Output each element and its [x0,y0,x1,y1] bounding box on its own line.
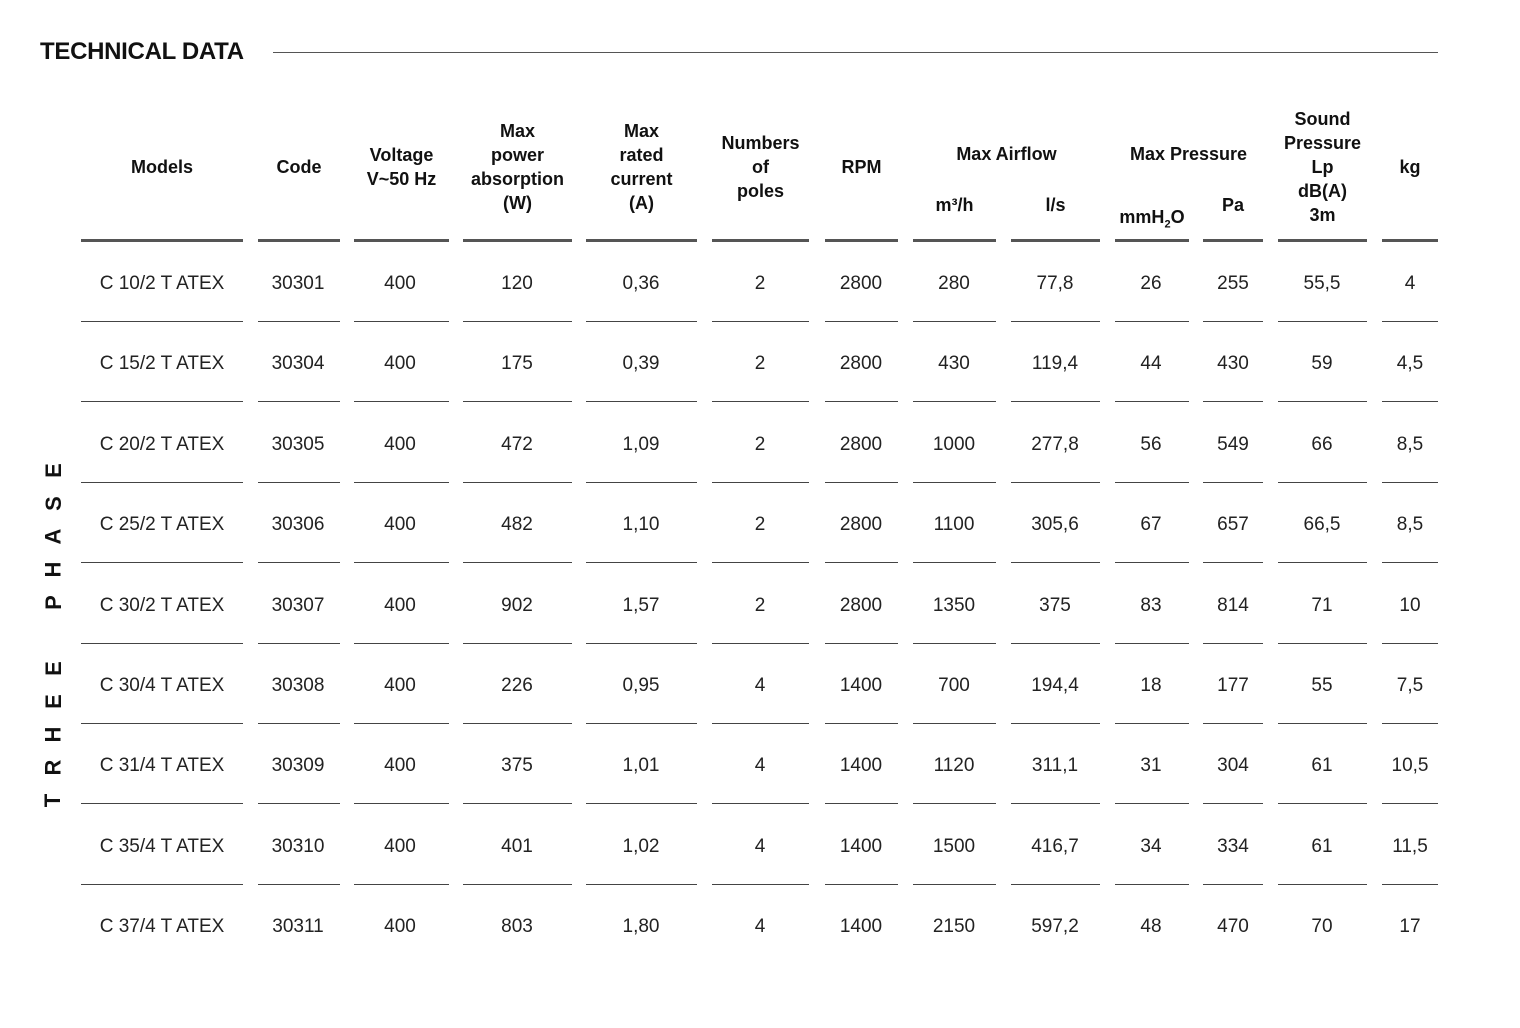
header-sound-line3: Lp [1311,157,1334,177]
cell-current: 1,09 [622,433,660,455]
row-rule [463,321,572,322]
cell-airflow-m3h: 280 [938,273,970,294]
cell-power: 120 [501,273,533,294]
cell-voltage: 400 [384,835,416,857]
row-rule [463,562,572,563]
cell-model: C 30/4 T ATEX [99,675,225,696]
cell-pressure-mmh2o: 48 [1140,916,1162,938]
cell-pressure-mmh2o: 31 [1140,755,1162,777]
cell-sound: 55 [1311,675,1333,696]
header-power [463,119,572,215]
cell-code: 30310 [271,835,325,857]
cell-poles: 2 [754,273,766,294]
row-rule [586,321,697,322]
header-sound-line1: Sound [1294,109,1351,129]
cell-code: 30305 [271,433,325,455]
cell-pressure-mmh2o: 56 [1140,433,1162,455]
row-rule [463,643,572,644]
cell-airflow-ls: 597,2 [1031,916,1079,938]
cell-pressure-pa: 177 [1217,675,1249,696]
header-rule [1115,239,1189,242]
row-rule [1278,884,1367,885]
cell-code: 30306 [271,514,325,536]
row-rule [81,803,243,804]
cell-kg: 7,5 [1396,675,1424,696]
cell-airflow-ls: 77,8 [1036,273,1074,294]
row-rule [1203,562,1263,563]
cell-rpm: 2800 [839,514,883,536]
row-rule [258,562,340,563]
header-poles-line1: Numbers [721,133,800,153]
side-label-letter: H [40,726,66,743]
cell-voltage: 400 [384,755,416,777]
cell-kg: 4,5 [1396,353,1424,375]
row-rule [1203,321,1263,322]
row-rule [1203,884,1263,885]
cell-pressure-pa: 657 [1217,514,1249,536]
row-rule [712,562,809,563]
row-rule [1011,884,1100,885]
row-rule [586,723,697,724]
cell-rpm: 2800 [839,433,883,455]
row-rule [463,884,572,885]
row-rule [258,321,340,322]
header-power-line1: Max [499,121,535,141]
cell-power: 175 [501,353,533,375]
cell-poles: 4 [754,755,766,777]
header-poles-line3: poles [736,181,784,201]
cell-pressure-mmh2o: 18 [1140,675,1162,696]
cell-kg: 4 [1404,273,1416,294]
header-current-line2: rated [619,145,664,165]
row-rule [258,401,340,402]
cell-voltage: 400 [384,675,416,696]
row-rule [825,643,898,644]
cell-poles: 4 [754,916,766,938]
row-rule [1011,562,1100,563]
row-rule [1115,723,1189,724]
row-rule [463,803,572,804]
header-models: Models [130,157,193,177]
cell-voltage: 400 [384,433,416,455]
cell-model: C 25/2 T ATEX [99,514,225,536]
cell-voltage: 400 [384,514,416,536]
cell-power: 226 [501,675,533,696]
row-rule [1382,482,1438,483]
side-label-letter: P [40,595,66,610]
cell-model: C 10/2 T ATEX [99,273,225,294]
side-label-letter: A [40,528,66,545]
row-rule [1278,562,1367,563]
side-label-three-phase [36,454,70,817]
cell-pressure-mmh2o: 34 [1140,835,1162,857]
cell-airflow-ls: 119,4 [1031,353,1079,375]
cell-power: 472 [501,433,533,455]
cell-airflow-m3h: 1120 [933,755,975,777]
cell-kg: 17 [1399,916,1421,938]
header-rule [712,239,809,242]
header-kg: kg [1399,157,1421,177]
row-rule [1382,401,1438,402]
header-rule [825,239,898,242]
cell-airflow-m3h: 700 [938,675,970,696]
row-rule [354,321,449,322]
cell-sound: 55,5 [1303,273,1341,294]
row-rule [1203,723,1263,724]
cell-poles: 4 [754,835,766,857]
cell-pressure-pa: 470 [1217,916,1249,938]
side-label-letter: S [40,496,66,511]
row-rule [913,643,996,644]
cell-kg: 10,5 [1391,755,1429,777]
header-current-line1: Max [623,121,659,141]
cell-current: 1,10 [622,514,660,536]
cell-sound: 66 [1311,433,1333,455]
header-sound [1278,107,1367,227]
row-rule [1382,643,1438,644]
row-rule [825,803,898,804]
cell-current: 1,80 [622,916,660,938]
cell-poles: 4 [754,675,766,696]
cell-sound: 61 [1311,835,1333,857]
mmh2o-prefix: mmH [1119,207,1165,227]
header-airflow-ls: l/s [1045,195,1066,215]
row-rule [1382,803,1438,804]
row-rule [354,562,449,563]
header-current-line4: (A) [629,193,654,213]
cell-model: C 15/2 T ATEX [99,353,225,375]
row-rule [1382,884,1438,885]
header-rpm: RPM [841,157,882,177]
row-rule [712,482,809,483]
row-rule [354,482,449,483]
header-pressure-group: Max Pressure [1129,144,1248,164]
header-current-line3: current [610,169,673,189]
header-rule [586,239,697,242]
row-rule [1203,803,1263,804]
row-rule [1011,723,1100,724]
cell-current: 1,57 [622,594,660,616]
cell-airflow-m3h: 1100 [933,514,975,536]
row-rule [354,803,449,804]
title-rule [273,52,1438,53]
cell-airflow-m3h: 1500 [932,835,976,857]
cell-rpm: 2800 [839,353,883,375]
side-label-letter: E [40,694,66,709]
side-label-letter: E [40,661,66,676]
cell-sound: 71 [1311,594,1333,616]
header-voltage [354,143,449,191]
row-rule [81,401,243,402]
row-rule [1011,321,1100,322]
row-rule [81,723,243,724]
cell-code: 30301 [271,273,325,294]
side-label-letter: R [40,759,66,776]
cell-rpm: 1400 [839,835,883,857]
row-rule [1203,401,1263,402]
cell-sound: 61 [1311,755,1333,777]
row-rule [81,884,243,885]
header-rule [258,239,340,242]
row-rule [913,321,996,322]
cell-current: 1,01 [622,755,660,777]
header-power-line2: power [490,145,544,165]
cell-power: 902 [501,594,533,616]
row-rule [586,562,697,563]
row-rule [586,884,697,885]
row-rule [825,884,898,885]
header-pressure-pa: Pa [1221,195,1245,215]
cell-voltage: 400 [384,916,416,938]
cell-pressure-pa: 549 [1217,433,1249,455]
cell-current: 0,39 [622,353,660,375]
cell-poles: 2 [754,433,766,455]
header-sound-line5: 3m [1309,205,1336,225]
cell-pressure-pa: 255 [1217,273,1249,294]
cell-code: 30308 [271,675,325,696]
cell-pressure-mmh2o: 44 [1140,353,1162,375]
cell-power: 803 [501,916,533,938]
row-rule [1115,643,1189,644]
row-rule [354,401,449,402]
cell-airflow-m3h: 1000 [932,433,976,455]
row-rule [586,482,697,483]
header-power-line4: (W) [503,193,532,213]
cell-model: C 37/4 T ATEX [99,916,225,938]
row-rule [1278,643,1367,644]
header-rule [354,239,449,242]
cell-voltage: 400 [384,594,416,616]
cell-airflow-m3h: 1350 [932,594,976,616]
row-rule [258,884,340,885]
cell-current: 1,02 [622,835,660,857]
mmh2o-subscript: 2 [1164,218,1171,231]
row-rule [463,723,572,724]
row-rule [913,884,996,885]
row-rule [1115,321,1189,322]
cell-code: 30307 [271,594,325,616]
header-airflow-m3h: m³/h [935,195,974,215]
cell-pressure-mmh2o: 67 [1140,514,1162,536]
cell-airflow-ls: 311,1 [1031,755,1079,777]
cell-model: C 20/2 T ATEX [99,433,225,455]
header-power-line3: absorption [471,169,564,189]
row-rule [913,562,996,563]
row-rule [1115,482,1189,483]
header-rule [1011,239,1100,242]
cell-airflow-m3h: 430 [938,353,970,375]
cell-airflow-ls: 277,8 [1031,433,1079,455]
header-voltage-line2: V~50 Hz [366,169,437,189]
row-rule [712,321,809,322]
row-rule [913,401,996,402]
cell-current: 0,36 [622,273,660,294]
row-rule [354,643,449,644]
cell-current: 0,95 [622,675,660,696]
row-rule [1278,482,1367,483]
header-sound-line4: dB(A) [1298,181,1347,201]
row-rule [825,321,898,322]
row-rule [913,803,996,804]
row-rule [825,401,898,402]
row-rule [712,643,809,644]
row-rule [825,723,898,724]
row-rule [1382,562,1438,563]
cell-airflow-m3h: 2150 [932,916,976,938]
side-label-letter: E [40,463,66,478]
cell-pressure-pa: 814 [1217,594,1249,616]
row-rule [1011,401,1100,402]
cell-airflow-ls: 375 [1039,594,1071,616]
row-rule [913,723,996,724]
cell-power: 375 [501,755,533,777]
cell-model: C 35/4 T ATEX [99,835,225,857]
header-current [586,119,697,215]
row-rule [586,643,697,644]
cell-pressure-pa: 334 [1217,835,1249,857]
row-rule [354,884,449,885]
cell-kg: 11,5 [1392,835,1428,857]
header-poles [712,131,809,203]
header-rule [81,239,243,242]
row-rule [712,884,809,885]
row-rule [1011,803,1100,804]
row-rule [463,401,572,402]
row-rule [1115,803,1189,804]
row-rule [1278,321,1367,322]
cell-model: C 31/4 T ATEX [99,755,225,777]
row-rule [258,723,340,724]
side-label-letter: H [40,561,66,578]
header-rule [1382,239,1438,242]
cell-power: 401 [501,835,533,857]
cell-airflow-ls: 194,4 [1031,675,1079,696]
cell-poles: 2 [754,594,766,616]
cell-voltage: 400 [384,353,416,375]
cell-rpm: 2800 [839,594,883,616]
header-rule [463,239,572,242]
row-rule [258,643,340,644]
row-rule [463,482,572,483]
cell-rpm: 2800 [839,273,883,294]
row-rule [1278,401,1367,402]
row-rule [825,562,898,563]
row-rule [586,401,697,402]
header-airflow-group: Max Airflow [956,144,1057,164]
header-poles-line2: of [752,157,769,177]
row-rule [81,482,243,483]
row-rule [258,803,340,804]
cell-kg: 8,5 [1396,514,1424,536]
cell-kg: 8,5 [1396,433,1424,455]
cell-power: 482 [501,514,533,536]
row-rule [1115,884,1189,885]
cell-code: 30311 [272,916,324,938]
row-rule [1278,723,1367,724]
row-rule [81,643,243,644]
row-rule [712,723,809,724]
mmh2o-suffix: O [1170,207,1185,227]
cell-airflow-ls: 416,7 [1031,835,1079,857]
row-rule [1011,643,1100,644]
cell-kg: 10 [1399,594,1421,616]
header-sound-line2: Pressure [1283,133,1362,153]
row-rule [712,401,809,402]
cell-pressure-pa: 430 [1217,353,1249,375]
row-rule [1115,401,1189,402]
cell-model: C 30/2 T ATEX [99,594,225,616]
row-rule [1382,723,1438,724]
cell-pressure-mmh2o: 26 [1140,273,1162,294]
row-rule [258,482,340,483]
row-rule [81,562,243,563]
row-rule [825,482,898,483]
cell-code: 30309 [271,755,325,777]
page-title: TECHNICAL DATA [40,38,244,65]
cell-pressure-mmh2o: 83 [1140,594,1162,616]
row-rule [81,321,243,322]
cell-rpm: 1400 [839,755,883,777]
row-rule [586,803,697,804]
row-rule [1011,482,1100,483]
cell-airflow-ls: 305,6 [1031,514,1079,536]
cell-rpm: 1400 [839,916,883,938]
cell-code: 30304 [271,353,325,375]
header-rule [1278,239,1367,242]
row-rule [712,803,809,804]
cell-sound: 59 [1311,353,1333,375]
row-rule [354,723,449,724]
row-rule [913,482,996,483]
row-rule [1382,321,1438,322]
row-rule [1203,482,1263,483]
row-rule [1115,562,1189,563]
cell-sound: 66,5 [1303,514,1341,536]
cell-poles: 2 [754,353,766,375]
cell-sound: 70 [1311,916,1333,938]
header-rule [1203,239,1263,242]
cell-voltage: 400 [384,273,416,294]
header-voltage-line1: Voltage [369,145,434,165]
cell-rpm: 1400 [839,675,883,696]
side-label-letter: T [40,793,66,808]
cell-pressure-pa: 304 [1217,755,1249,777]
header-pressure-mmh2o [1115,205,1189,229]
header-rule [913,239,996,242]
row-rule [1278,803,1367,804]
cell-poles: 2 [754,514,766,536]
header-code: Code [276,157,322,177]
row-rule [1203,643,1263,644]
